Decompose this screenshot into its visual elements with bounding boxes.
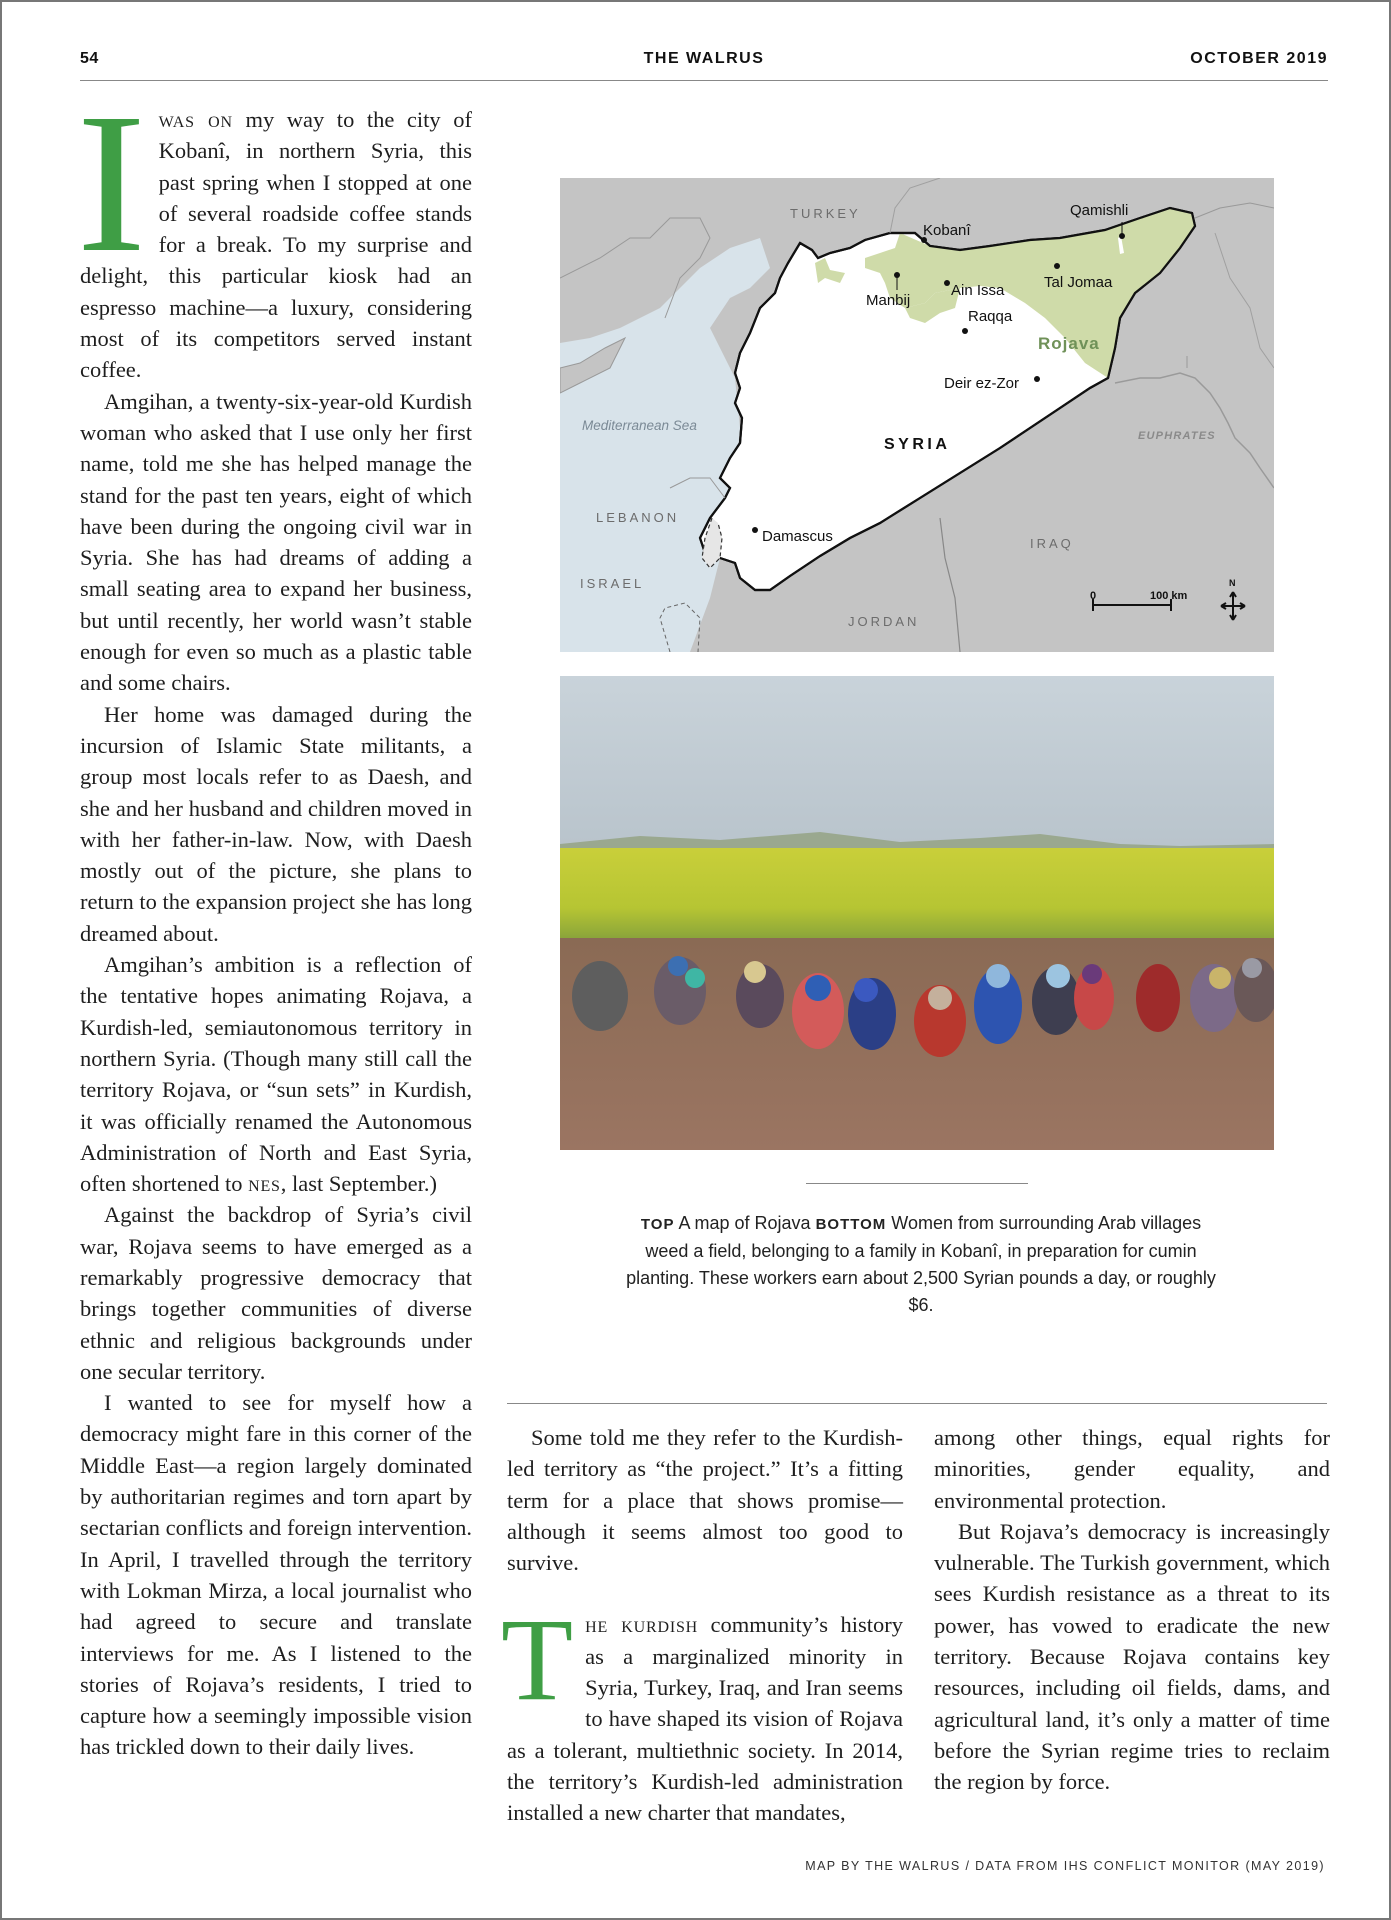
yellow-crop-field bbox=[560, 848, 1274, 948]
paragraph bbox=[80, 949, 472, 1199]
deir-ez-zor-dot bbox=[1034, 376, 1040, 382]
label-damascus: Damascus bbox=[762, 528, 833, 545]
map-credit: MAP BY THE WALRUS / DATA FROM IHS CONFLICT MONITOR (MAY 2019) bbox=[805, 1859, 1325, 1873]
page-number: 54 bbox=[80, 50, 99, 67]
label-manbij: Manbij bbox=[866, 292, 911, 309]
lead-in-smallcaps: he kurdish bbox=[585, 1612, 699, 1638]
label-euphrates: EUPHRATES bbox=[1138, 430, 1216, 442]
label-lebanon: LEBANON bbox=[596, 510, 680, 525]
label-rojava: Rojava bbox=[1038, 334, 1100, 353]
scale-start-label: 0 bbox=[1090, 590, 1097, 602]
paragraph-text: , last September.) bbox=[280, 1171, 437, 1197]
label-iraq: IRAQ bbox=[1030, 536, 1074, 551]
sky bbox=[560, 676, 1274, 846]
running-header bbox=[80, 46, 1328, 81]
article-column-2 bbox=[501, 1422, 903, 1829]
jordan-iraq-border bbox=[940, 518, 960, 652]
lead-in-smallcaps: was on bbox=[158, 107, 233, 132]
photo-caption bbox=[622, 1210, 1220, 1319]
section-divider bbox=[507, 1403, 1327, 1404]
label-jordan: JORDAN bbox=[848, 614, 920, 629]
caption-bottom-text: Women from surrounding Arab villages weed a field, belonging to a family in Kobanî, in preparation for cumin planting. These workers earn about 2,500 Syrian pounds a day, or roughly $6. bbox=[626, 1213, 1216, 1315]
label-turkey: TURKEY bbox=[790, 206, 861, 221]
article-column-1 bbox=[76, 73, 472, 1763]
map-shapes bbox=[560, 178, 1274, 652]
photo-illustration bbox=[560, 676, 1274, 1150]
paragraph: Amgihan, a twenty-six-year-old Kurdish woman who asked that I use only her first name, told me she has helped manage the stand for the past ten years, eight of which have been during the ongoing civil war in Syria. She has had dreams of adding a small seating area to expand her business, but until recently, her world wasn’t stable enough for even so much as a plastic table and some chairs. bbox=[80, 388, 472, 696]
caption-top-text: A map of Rojava bbox=[674, 1213, 816, 1233]
turkey-iraq-border bbox=[1195, 203, 1274, 218]
paragraph-text: Amgihan’s ambition is a reflection of the tentative hopes animating Rojava, a Kurdish-led, semiautonomous territory in northern Syria. (Though many still call the territory Rojava, or “sun sets” in Kurdish, it was officially renamed the Autonomous Administration of North and East Syria, often shortened to bbox=[80, 952, 472, 1197]
label-ain-issa: Ain Issa bbox=[951, 282, 1005, 299]
label-sea: Mediterranean Sea bbox=[582, 418, 697, 433]
north-label: N bbox=[1229, 578, 1236, 588]
ain-issa-dot bbox=[944, 280, 950, 286]
label-syria: SYRIA bbox=[884, 436, 951, 453]
label-qamishli: Qamishli bbox=[1070, 202, 1129, 219]
paragraph: Some told me they refer to the Kurdish-led territory as “the project.” It’s a fitting term for a place that shows promise—although it seems almost too good to survive. bbox=[507, 1425, 903, 1576]
rojava-map bbox=[560, 178, 1274, 652]
article-column-3 bbox=[934, 1422, 1330, 1798]
paragraph-text: community’s history as a marginalized minority in Syria, Turkey, Iraq, and Iran seems to have shaped its vision of Rojava as a tolerant, multiethnic society. In 2014, the territory’s Kurdish-led administration installed a new charter that mandates, bbox=[507, 1612, 903, 1826]
paragraph: But Rojava’s democracy is increasingly vulnerable. The Turkish government, which sees Kurdish resistance as a threat to its power, has vowed to eradicate the new territory. Because Rojava contains key resources, including oil fields, dams, and agricultural land, it’s only a matter of time before the Syrian regime tries to reclaim the region by force. bbox=[934, 1518, 1330, 1795]
paragraph-text: my way to the city of Kobanî, in northern Syria, this past spring when I stopped at one of several roadside coffee stands for a break. To my surprise and delight, this particular kiosk had an espresso machine—a luxury, considering most of its competitors served instant coffee. bbox=[80, 107, 472, 383]
label-deir-ez-zor: Deir ez-Zor bbox=[944, 375, 1020, 392]
caption-top-label: TOP bbox=[640, 1216, 675, 1233]
label-tal-jomaa: Tal Jomaa bbox=[1044, 274, 1113, 291]
caption-bottom-label: BOTTOM bbox=[815, 1216, 887, 1233]
label-kobani: Kobanî bbox=[923, 222, 971, 239]
magazine-name: THE WALRUS bbox=[643, 50, 765, 67]
issue-date: OCTOBER 2019 bbox=[1190, 50, 1328, 67]
paragraph bbox=[501, 1594, 903, 1828]
paragraph: Her home was damaged during the incursion of Islamic State militants, a group most locals refer to as Daesh, and she and her husband and children moved in with her father-in-law. Now, with Daesh mostly out of the picture, she plans to return to the expansion project she has long dreamed about. bbox=[80, 701, 472, 946]
north-arrow-icon bbox=[1221, 592, 1245, 620]
drop-cap: T bbox=[501, 1594, 574, 1726]
paragraph: Against the backdrop of Syria’s civil war, Rojava seems to have emerged as a remarkably progressive democracy that brings together communities of diverse ethnic and religious backgrounds under one secular territory. bbox=[80, 1202, 472, 1384]
paragraph: I wanted to see for myself how a democracy might fare in this corner of the Middle East—a region largely dominated by authoritarian regimes and torn apart by sectarian conflicts and foreign intervention. In April, I travelled through the territory with Lokman Mirza, a local journalist who had agreed to secure and translate interviews for me. As I listened to the stories of Rojava’s residents, I tried to capture how a seemingly impossible vision has trickled down to their daily lives. bbox=[80, 1390, 472, 1760]
scale-end-label: 100 km bbox=[1150, 590, 1188, 602]
field-workers-photo bbox=[560, 676, 1274, 1150]
damascus-dot bbox=[752, 527, 758, 533]
raqqa-dot bbox=[962, 328, 968, 334]
drop-cap: I bbox=[76, 73, 147, 294]
iraq-iran-border bbox=[1215, 233, 1274, 368]
paragraph: among other things, equal rights for minorities, gender equality, and environmental protection. bbox=[934, 1425, 1330, 1513]
caption-divider bbox=[806, 1183, 1028, 1184]
tal-jomaa-dot bbox=[1054, 263, 1060, 269]
paragraph bbox=[76, 73, 472, 386]
label-raqqa: Raqqa bbox=[968, 308, 1013, 325]
abbreviation-smallcaps: nes bbox=[248, 1171, 281, 1197]
label-israel: ISRAEL bbox=[580, 576, 645, 591]
